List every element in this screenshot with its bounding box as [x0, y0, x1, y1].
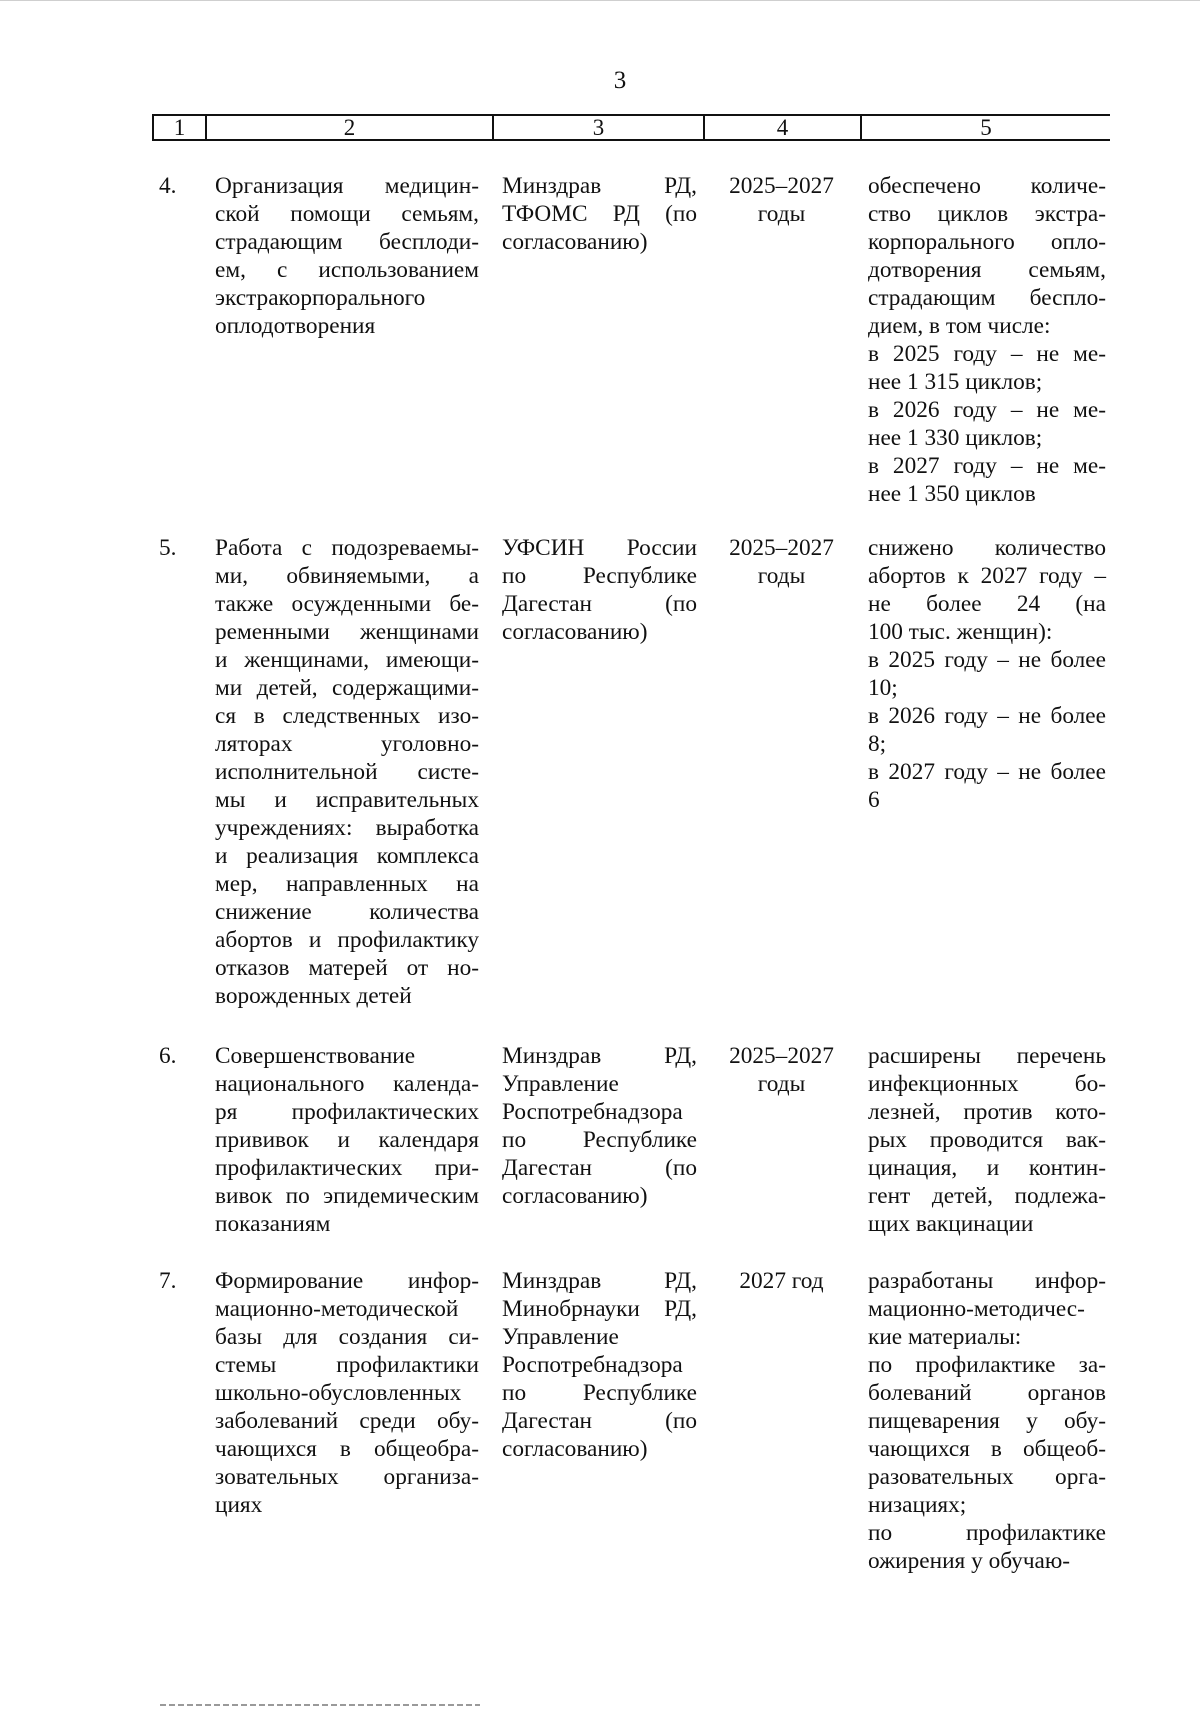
- cell-line: 2025–2027: [729, 173, 834, 199]
- row-number: 6.: [159, 1043, 177, 1069]
- cell-line: ожирения у обучаю-: [868, 1548, 1071, 1574]
- row-description: [215, 534, 479, 1010]
- header-col-2: 2: [205, 116, 492, 139]
- cell-line: и женщинами, имеющи-: [215, 647, 479, 673]
- cell-line: ми детей, содержащими-: [215, 675, 479, 701]
- row-result: [868, 172, 1106, 508]
- header-col-3: 3: [492, 116, 703, 139]
- cell-line: годы: [757, 201, 806, 227]
- cell-line: учреждениях: выработка: [215, 815, 479, 841]
- cell-line: оплодотворения: [215, 313, 376, 339]
- cell-line: не более 24 (на: [868, 591, 1106, 617]
- table-header-row: [152, 114, 1110, 141]
- cell-line: Минздрав РД,: [502, 173, 697, 199]
- cell-line: нее 1 350 циклов: [868, 481, 1036, 507]
- cell-line: Работа с подозреваемы-: [215, 535, 479, 561]
- cell-line: по Республике: [502, 1127, 697, 1153]
- cell-line: 2025–2027: [729, 1043, 834, 1069]
- cell-line: вивок по эпидемическим: [215, 1183, 479, 1209]
- cell-line: расширены перечень: [868, 1043, 1106, 1069]
- page-number: 3: [613, 67, 627, 94]
- cell-line: согласованию): [502, 1183, 648, 1209]
- cell-line: низациях;: [868, 1492, 967, 1518]
- cell-line: гент детей, подлежа-: [868, 1183, 1106, 1209]
- cell-line: Минздрав РД,: [502, 1043, 697, 1069]
- cell-line: ем, с использованием: [215, 257, 479, 283]
- cell-line: снижено количество: [868, 535, 1106, 561]
- cell-line: нее 1 330 циклов;: [868, 425, 1043, 451]
- cell-line: зовательных организа-: [215, 1464, 479, 1490]
- row-responsible: [502, 172, 697, 256]
- cell-line: по Республике: [502, 1380, 697, 1406]
- scan-edge-bottom: [160, 1704, 480, 1706]
- cell-line: в 2025 году – не ме-: [868, 341, 1106, 367]
- cell-line: дием, в том числе:: [868, 313, 1051, 339]
- cell-line: Организация медицин-: [215, 173, 479, 199]
- cell-line: 10;: [868, 675, 898, 701]
- cell-line: школьно-обусловленных: [215, 1380, 462, 1406]
- row-description: [215, 1267, 479, 1519]
- cell-line: кие материалы:: [868, 1324, 1022, 1350]
- header-col-5: 5: [860, 116, 1110, 139]
- cell-line: страдающим беспло-: [868, 285, 1106, 311]
- row-term: [703, 534, 860, 590]
- cell-line: ворожденных детей: [215, 983, 412, 1009]
- cell-line: Минздрав РД,: [502, 1268, 697, 1294]
- cell-line: в 2025 году – не более: [868, 647, 1106, 673]
- cell-line: годы: [757, 1071, 806, 1097]
- cell-line: согласованию): [502, 619, 648, 645]
- cell-line: Управление: [502, 1071, 619, 1097]
- cell-line: мационно-методичес-: [868, 1296, 1085, 1322]
- cell-line: 100 тыс. женщин):: [868, 619, 1053, 645]
- row-result: [868, 534, 1106, 814]
- cell-line: Совершенствование: [215, 1043, 416, 1069]
- row-description: [215, 1042, 479, 1238]
- cell-line: исполнительной систе-: [215, 759, 479, 785]
- cell-line: чающихся в общеоб-: [868, 1436, 1106, 1462]
- cell-line: корпорального опло-: [868, 229, 1106, 255]
- cell-line: заболеваний среди обу-: [215, 1408, 479, 1434]
- cell-line: годы: [757, 563, 806, 589]
- cell-line: стемы профилактики: [215, 1352, 479, 1378]
- cell-line: в 2026 году – не более: [868, 703, 1106, 729]
- cell-line: ТФОМС РД (по: [502, 201, 697, 227]
- cell-line: УФСИН России: [502, 535, 697, 561]
- cell-line: Дагестан (по: [502, 1408, 697, 1434]
- cell-line: циях: [215, 1492, 263, 1518]
- cell-line: пищеварения у обу-: [868, 1408, 1106, 1434]
- cell-line: согласованию): [502, 229, 648, 255]
- cell-line: отказов матерей от но-: [215, 955, 479, 981]
- cell-line: также осужденными бе-: [215, 591, 479, 617]
- row-term: [703, 172, 860, 228]
- cell-line: снижение количества: [215, 899, 479, 925]
- cell-line: Дагестан (по: [502, 1155, 697, 1181]
- cell-line: экстракорпорального: [215, 285, 426, 311]
- cell-line: национального календа-: [215, 1071, 479, 1097]
- cell-line: инфекционных бо-: [868, 1071, 1106, 1097]
- cell-line: ременными женщинами: [215, 619, 479, 645]
- cell-line: Роспотребнадзора: [502, 1352, 683, 1378]
- header-col-4: 4: [703, 116, 860, 139]
- cell-line: ляторах уголовно-: [215, 731, 479, 757]
- cell-line: в 2027 году – не ме-: [868, 453, 1106, 479]
- cell-line: профилактических при-: [215, 1155, 479, 1181]
- row-result: [868, 1042, 1106, 1238]
- cell-line: прививок и календаря: [215, 1127, 479, 1153]
- cell-line: цинация, и контин-: [868, 1155, 1106, 1181]
- cell-line: Минобрнауки РД,: [502, 1296, 697, 1322]
- cell-line: страдающим бесплоди-: [215, 229, 479, 255]
- cell-line: дотворения семьям,: [868, 257, 1106, 283]
- cell-line: ми, обвиняемыми, а: [215, 563, 479, 589]
- cell-line: разработаны инфор-: [868, 1268, 1106, 1294]
- cell-line: в 2027 году – не более: [868, 759, 1106, 785]
- row-responsible: [502, 534, 697, 646]
- cell-line: по профилактике: [868, 1520, 1106, 1546]
- cell-line: ря профилактических: [215, 1099, 479, 1125]
- cell-line: ство циклов экстра-: [868, 201, 1106, 227]
- cell-line: чающихся в общеобра-: [215, 1436, 479, 1462]
- cell-line: Дагестан (по: [502, 591, 697, 617]
- row-responsible: [502, 1267, 697, 1463]
- cell-line: по профилактике за-: [868, 1352, 1106, 1378]
- cell-line: показаниям: [215, 1211, 331, 1237]
- cell-line: мер, направленных на: [215, 871, 479, 897]
- row-result: [868, 1267, 1106, 1575]
- cell-line: мы и исправительных: [215, 787, 479, 813]
- cell-line: 6: [868, 787, 880, 813]
- cell-line: мационно-методической: [215, 1296, 459, 1322]
- cell-line: базы для создания си-: [215, 1324, 479, 1350]
- cell-line: болеваний органов: [868, 1380, 1106, 1406]
- cell-line: абортов к 2027 году –: [868, 563, 1106, 589]
- header-col-1: 1: [152, 116, 205, 139]
- cell-line: Роспотребнадзора: [502, 1099, 683, 1125]
- cell-line: ся в следственных изо-: [215, 703, 479, 729]
- cell-line: щих вакцинации: [868, 1211, 1034, 1237]
- cell-line: ской помощи семьям,: [215, 201, 479, 227]
- cell-line: лезней, против кото-: [868, 1099, 1106, 1125]
- cell-line: согласованию): [502, 1436, 648, 1462]
- row-number: 4.: [159, 173, 177, 199]
- row-number: 5.: [159, 535, 177, 561]
- cell-line: 2025–2027: [729, 535, 834, 561]
- cell-line: Управление: [502, 1324, 619, 1350]
- scan-edge-top: [0, 0, 1200, 1]
- row-number: 7.: [159, 1268, 177, 1294]
- cell-line: абортов и профилактику: [215, 927, 479, 953]
- cell-line: и реализация комплекса: [215, 843, 479, 869]
- cell-line: в 2026 году – не ме-: [868, 397, 1106, 423]
- cell-line: рых проводится вак-: [868, 1127, 1106, 1153]
- cell-line: 8;: [868, 731, 887, 757]
- cell-line: по Республике: [502, 563, 697, 589]
- row-responsible: [502, 1042, 697, 1210]
- cell-line: 2027 год: [739, 1268, 824, 1294]
- cell-line: разовательных орга-: [868, 1464, 1106, 1490]
- row-description: [215, 172, 479, 340]
- cell-line: обеспечено количе-: [868, 173, 1106, 199]
- cell-line: Формирование инфор-: [215, 1268, 479, 1294]
- cell-line: нее 1 315 циклов;: [868, 369, 1043, 395]
- row-term: [703, 1042, 860, 1098]
- row-term: [703, 1267, 860, 1295]
